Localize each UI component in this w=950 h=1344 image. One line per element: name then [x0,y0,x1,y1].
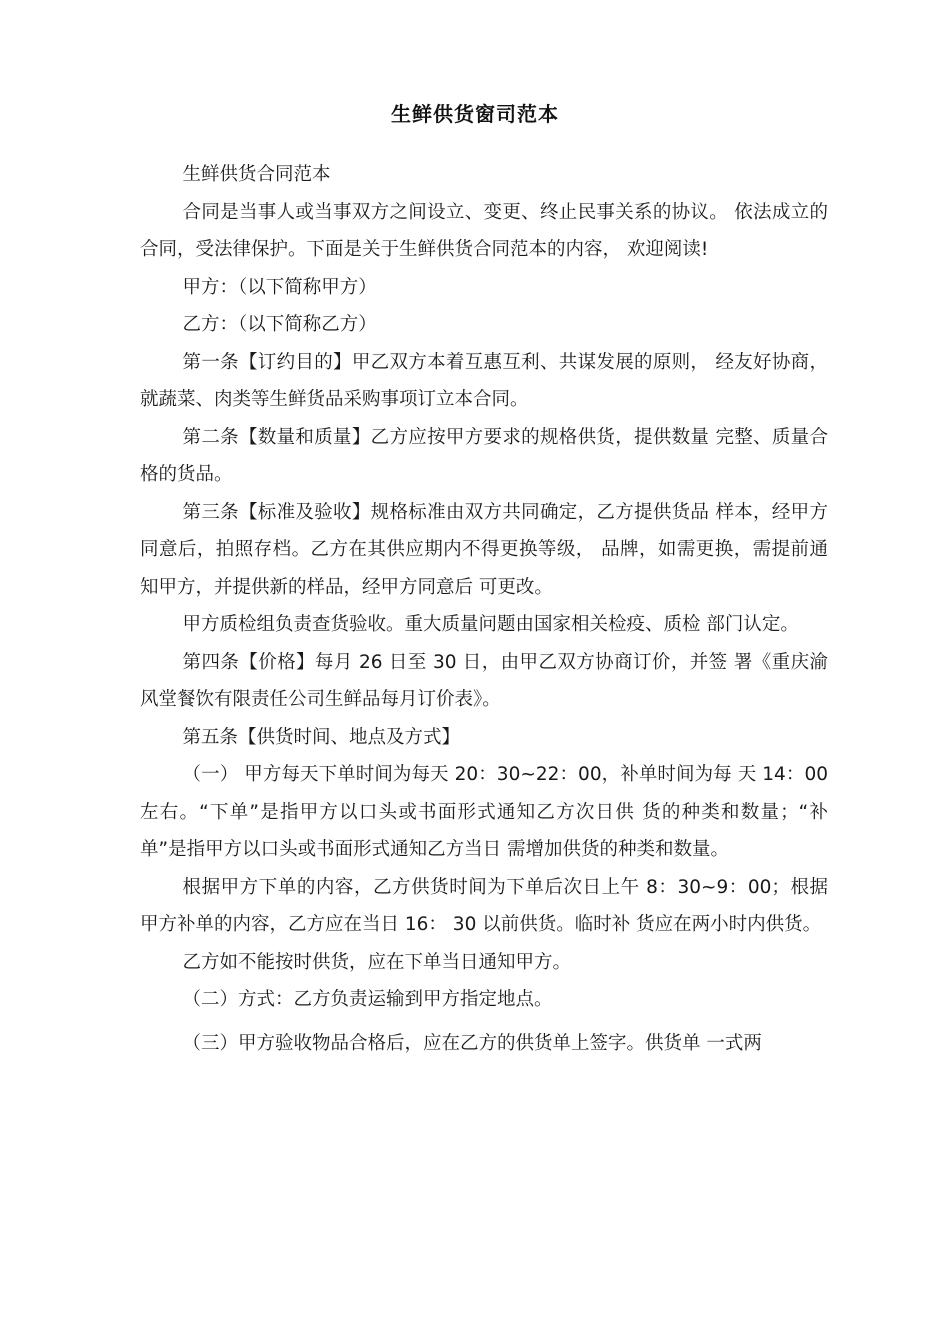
paragraph-clause-1: （一） 甲方每天下单时间为每天 20：30~22：00，补单时间为每 天 14：00 左右。“下单”是指甲方以口头或书面形式通知乙方次日供 货的种类和数量；“补单”是指甲方以口头或书面形式通知乙方当日 需增加供货的种类和数量。 [140,764,828,860]
paragraph-clause-3: （三）甲方验收物品合格后，应在乙方的供货单上签字。供货单 一式两 [182,1032,762,1054]
paragraph-article-4: 第四条【价格】每月 26 日至 30 日，由甲乙双方协商订价，并签 署《重庆渝风堂餐饮有限责任公司生鲜品每月订价表》。 [140,651,828,710]
paragraph-article-3: 第三条【标准及验收】规格标准由双方共同确定，乙方提供货品 样本，经甲方同意后，拍照存档。乙方在其供应期内不得更换等级， 品牌，如需更换，需提前通知甲方，并提供新的样品，经甲方同意后 可更改。 [140,501,828,598]
paragraph-article-2: 第二条【数量和质量】乙方应按甲方要求的规格供货，提供数量 完整、质量合格的货品。 [140,426,828,485]
document-body [140,156,828,1062]
paragraph-clause-2: （二）方式：乙方负责运输到甲方指定地点。 [182,989,553,1010]
paragraph-article-5: 第五条【供货时间、地点及方式】 [182,726,461,748]
paragraph-heading: 生鲜供货合同范本 [182,164,331,185]
paragraph-inspection: 甲方质检组负责查货验收。重大质量问题由国家相关检疫、质检 部门认定。 [182,614,799,635]
paragraph-party-b: 乙方：（以下简称乙方） [182,314,377,335]
paragraph-delivery-time: 根据甲方下单的内容，乙方供货时间为下单后次日上午 8：30~9：00；根据甲方补单的内容，乙方应在当日 16： 30 以前供货。临时补 货应在两小时内供货。 [140,876,828,935]
paragraph-article-1: 第一条【订约目的】甲乙双方本着互惠互利、共谋发展的原则， 经友好协商，就蔬菜、肉类等生鲜货品采购事项订立本合同。 [140,351,828,410]
paragraph-party-a: 甲方：（以下简称甲方） [182,276,377,298]
paragraph-intro: 合同是当事人或当事双方之间设立、变更、终止民事关系的协议。 依法成立的合同，受法律保护。下面是关于生鲜供货合同范本的内容， 欢迎阅读! [140,201,828,260]
document-title: 生鲜供货窗司范本 [391,102,559,126]
paragraph-late-notice: 乙方如不能按时供货，应在下单当日通知甲方。 [182,951,572,973]
